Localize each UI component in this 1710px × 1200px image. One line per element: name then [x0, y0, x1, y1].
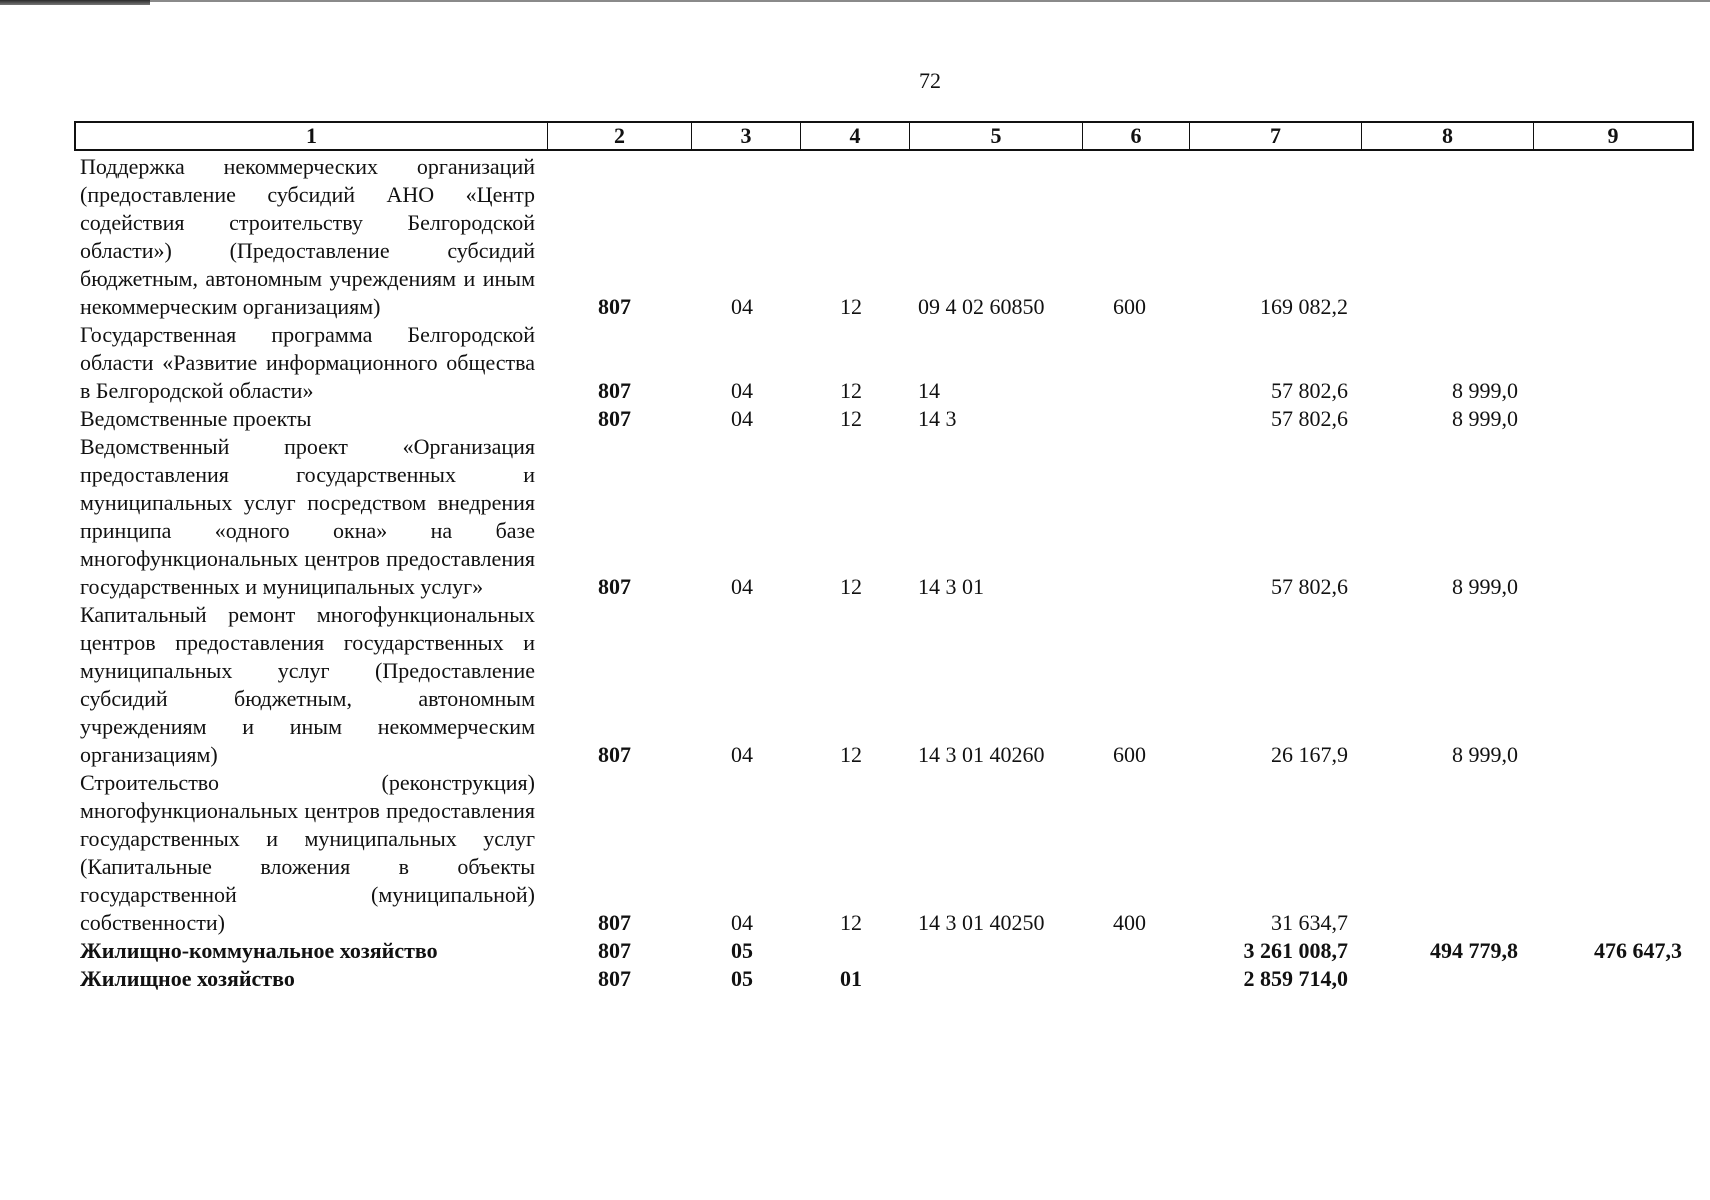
- table-row: [0, 405, 1710, 433]
- row-c5-cell: 14 3 01: [918, 574, 984, 599]
- row-c7-cell: 2 859 714,0: [1243, 966, 1348, 991]
- row-c5-cell: 09 4 02 60850: [918, 294, 1045, 319]
- row-c8-cell: 494 779,8: [1430, 938, 1518, 963]
- row-name: Государственная программа Белгородской области «Развитие информационного общества в Белгородской области»: [80, 322, 535, 403]
- row-name: Капитальный ремонт многофункциональных центров предоставления государственных и муниципальных услуг (Предоставление субсидий бюджетным, автономным учреждениям и иным некоммерческим организациям): [80, 602, 535, 767]
- table-row: [0, 433, 1710, 601]
- row-c4-cell: 12: [840, 294, 862, 319]
- row-c7-cell: 26 167,9: [1271, 742, 1348, 767]
- header-col-9: 9: [1607, 123, 1619, 148]
- table-row: [0, 601, 1710, 769]
- header-col-6: 6: [1083, 123, 1190, 149]
- row-c5-cell: 14: [918, 378, 940, 403]
- row-c3-cell: 04: [731, 574, 753, 599]
- row-c3-cell: 04: [731, 742, 753, 767]
- scan-edge-line: [150, 0, 1710, 2]
- row-name: Поддержка некоммерческих организаций (предоставление субсидий АНО «Центр содействия строительству Белгородской области») (Предоставление субсидий бюджетным, автономным учреждениям и иным некоммерческим организациям): [80, 154, 535, 319]
- table-row: [0, 321, 1710, 405]
- row-c2-cell: 807: [598, 938, 631, 963]
- row-c4-cell: 12: [840, 406, 862, 431]
- header-col-8: 8: [1362, 123, 1534, 149]
- row-name: Строительство (реконструкция) многофункциональных центров предоставления государственных и муниципальных услуг (Капитальные вложения в объекты государственной (муниципальной) собственности): [80, 770, 535, 935]
- row-c3-cell: 04: [731, 910, 753, 935]
- header-col-2: 2: [548, 123, 692, 149]
- scan-edge-mark: [0, 0, 150, 5]
- row-c2-cell: 807: [598, 294, 631, 319]
- row-c7-cell: 57 802,6: [1271, 378, 1348, 403]
- row-c7-cell: 3 261 008,7: [1243, 938, 1348, 963]
- row-c2-cell: 807: [598, 406, 631, 431]
- table-row: [0, 153, 1710, 321]
- table-row: [0, 937, 1710, 965]
- row-c6-cell: 600: [1113, 294, 1146, 319]
- row-name: Ведомственный проект «Организация предоставления государственных и муниципальных услуг посредством внедрения принципа «одного окна» на базе многофункциональных центров предоставления государственных и муниципальных услуг»: [80, 434, 535, 599]
- header-col-1: 1: [76, 123, 548, 149]
- row-c3-cell: 04: [731, 294, 753, 319]
- table-body: [0, 153, 1710, 993]
- table-header: [74, 121, 1694, 151]
- row-c3-cell: 05: [731, 938, 753, 963]
- row-c2-cell: 807: [598, 574, 631, 599]
- row-name: Ведомственные проекты: [80, 406, 312, 431]
- page-number: 72: [919, 68, 941, 93]
- header-col-3: 3: [692, 123, 801, 149]
- row-c2-cell: 807: [598, 910, 631, 935]
- row-c5-cell: 14 3 01 40250: [918, 910, 1045, 935]
- row-c2-cell: 807: [598, 378, 631, 403]
- row-c7-cell: 31 634,7: [1271, 910, 1348, 935]
- row-c7-cell: 57 802,6: [1271, 406, 1348, 431]
- table-row: [0, 965, 1710, 993]
- row-c2-cell: 807: [598, 966, 631, 991]
- row-c3-cell: 04: [731, 406, 753, 431]
- row-c8-cell: 8 999,0: [1452, 406, 1518, 431]
- row-c7-cell: 57 802,6: [1271, 574, 1348, 599]
- row-c8-cell: 8 999,0: [1452, 378, 1518, 403]
- row-c4-cell: 01: [840, 966, 862, 991]
- table-row: [0, 769, 1710, 937]
- header-col-5: 5: [910, 123, 1083, 149]
- header-col-4: 4: [801, 123, 910, 149]
- row-c9-cell: 476 647,3: [1594, 938, 1682, 963]
- header-col-7: 7: [1190, 123, 1362, 149]
- row-c2-cell: 807: [598, 742, 631, 767]
- row-name: Жилищно-коммунальное хозяйство: [80, 938, 438, 963]
- row-c5-cell: 14 3 01 40260: [918, 742, 1045, 767]
- row-c6-cell: 600: [1113, 742, 1146, 767]
- row-c4-cell: 12: [840, 574, 862, 599]
- row-c6-cell: 400: [1113, 910, 1146, 935]
- row-c3-cell: 05: [731, 966, 753, 991]
- row-c3-cell: 04: [731, 378, 753, 403]
- row-c4-cell: 12: [840, 378, 862, 403]
- row-c5-cell: 14 3: [918, 406, 957, 431]
- row-c8-cell: 8 999,0: [1452, 574, 1518, 599]
- row-c4-cell: 12: [840, 742, 862, 767]
- row-c7-cell: 169 082,2: [1260, 294, 1348, 319]
- row-c8-cell: 8 999,0: [1452, 742, 1518, 767]
- row-c4-cell: 12: [840, 910, 862, 935]
- row-name: Жилищное хозяйство: [80, 966, 295, 991]
